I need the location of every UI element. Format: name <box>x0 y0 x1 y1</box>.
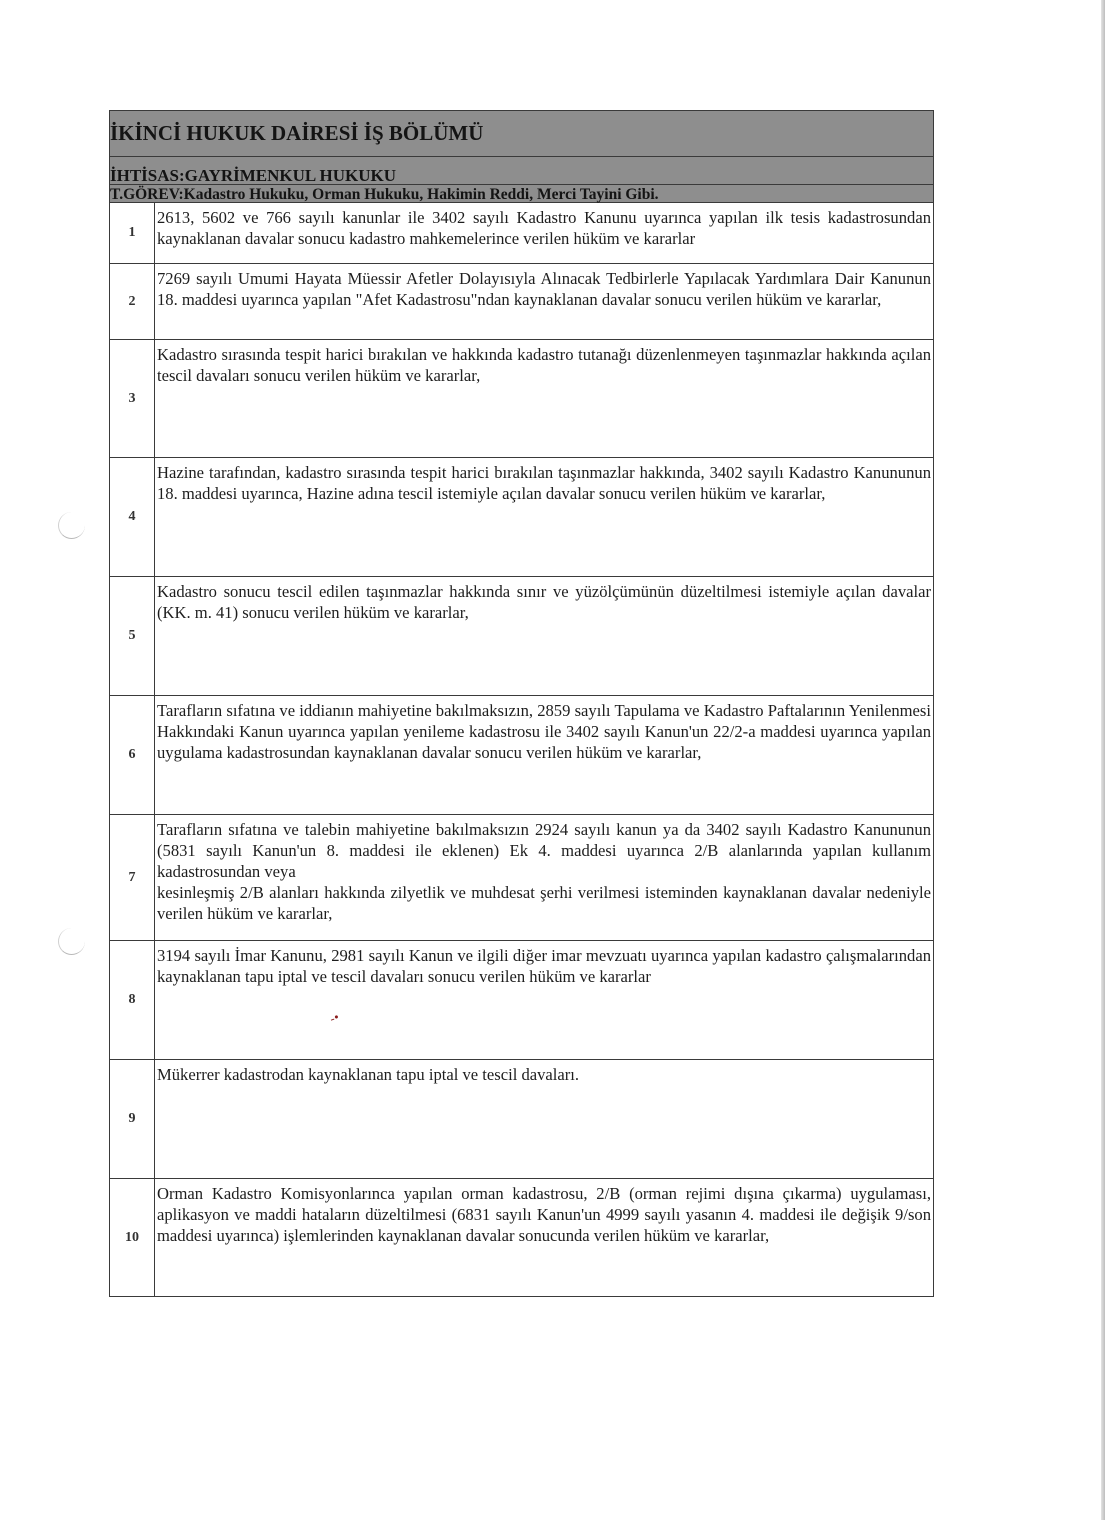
duties-heading: T.GÖREV:Kadastro Hukuku, Orman Hukuku, Hakimin Reddi, Merci Tayini Gibi. <box>110 185 934 203</box>
punch-hole-mark <box>58 928 85 955</box>
table-row <box>110 1179 934 1297</box>
scan-edge-shadow <box>1101 0 1105 1520</box>
row-number: 8 <box>110 941 155 1060</box>
row-number: 3 <box>110 340 155 458</box>
row-text: Kadastro sırasında tespit harici bırakılan ve hakkında kadastro tutanağı düzenlenmeyen taşınmazlar hakkında açılan tescil davaları sonucu verilen hüküm ve kararlar, <box>155 340 934 458</box>
table-row <box>110 696 934 815</box>
row-text: 3194 sayılı İmar Kanunu, 2981 sayılı Kanun ve ilgili diğer imar mevzuatı uyarınca yapılan kadastro çalışmalarından kaynaklanan tapu iptal ve tescil davaları sonucu verilen hüküm ve kararlar <box>155 941 934 1060</box>
row-text: Mükerrer kadastrodan kaynaklanan tapu iptal ve tescil davaları. <box>155 1060 934 1179</box>
row-number: 10 <box>110 1179 155 1297</box>
table-row <box>110 264 934 340</box>
duty-table <box>109 110 934 1297</box>
row-number: 7 <box>110 815 155 941</box>
row-number: 4 <box>110 458 155 577</box>
row-text: 7269 sayılı Umumi Hayata Müessir Afetler Dolayısıyla Alınacak Tedbirlerle Yapılacak Yardımlara Dair Kanunun 18. maddesi uyarınca yapılan "Afet Kadastrosu"ndan kaynaklanan davalar sonucu verilen hüküm ve kararlar, <box>155 264 934 340</box>
table-row <box>110 203 934 264</box>
specialty-heading: İHTİSAS:GAYRİMENKUL HUKUKU <box>110 157 934 185</box>
punch-hole-mark <box>58 512 85 539</box>
table-row <box>110 577 934 696</box>
row-number: 5 <box>110 577 155 696</box>
table-row <box>110 340 934 458</box>
row-text: Tarafların sıfatına ve iddianın mahiyetine bakılmaksızın, 2859 sayılı Tapulama ve Kadastro Paftalarının Yenilenmesi Hakkındaki Kanun uyarınca yapılan yenileme kadastrosu ile 3402 sayılı Kanun'un 22/2-a maddesi uyarınca yapılan uygulama kadastrosundan kaynaklanan davalar sonucu verilen hüküm ve kararlar, <box>155 696 934 815</box>
ink-mark: -• <box>327 1008 342 1027</box>
table-row <box>110 1060 934 1179</box>
row-text <box>155 815 934 941</box>
row-text-part: Tarafların sıfatına ve talebin mahiyetine bakılmaksızın 2924 sayılı kanun ya da 3402 sayılı Kadastro Kanununun (5831 sayılı Kanun'un 8. maddesi ile eklenen) Ek 4. maddesi uyarınca 2/B alanlarında yapılan kullanım kadastrosundan veya <box>157 820 931 881</box>
table-row <box>110 941 934 1060</box>
row-number: 9 <box>110 1060 155 1179</box>
table-row <box>110 815 934 941</box>
row-text-part: kesinleşmiş 2/B alanları hakkında zilyetlik ve muhdesat şerhi verilmesi isteminden kaynaklanan davalar nedeniyle verilen hüküm ve kararlar, <box>157 883 931 923</box>
row-text: Hazine tarafından, kadastro sırasında tespit harici bırakılan taşınmazlar hakkında, 3402 sayılı Kadastro Kanununun 18. maddesi uyarınca, Hazine adına tescil istemiyle açılan davalar sonucu verilen hüküm ve kararlar, <box>155 458 934 577</box>
row-number: 6 <box>110 696 155 815</box>
row-number: 1 <box>110 203 155 264</box>
page-title: İKİNCİ HUKUK DAİRESİ İŞ BÖLÜMÜ <box>110 111 934 157</box>
row-text: 2613, 5602 ve 766 sayılı kanunlar ile 3402 sayılı Kadastro Kanunu uyarınca yapılan ilk tesis kadastrosundan kaynaklanan davalar sonucu kadastro mahkemelerince verilen hüküm ve kararlar <box>155 203 934 264</box>
row-text: Kadastro sonucu tescil edilen taşınmazlar hakkında sınır ve yüzölçümünün düzeltilmesi istemiyle açılan davalar (KK. m. 41) sonucu verilen hüküm ve kararlar, <box>155 577 934 696</box>
row-text: Orman Kadastro Komisyonlarınca yapılan orman kadastrosu, 2/B (orman rejimi dışına çıkarma) uygulaması, aplikasyon ve maddi hataların düzeltilmesi (6831 sayılı Kanun'un 4999 sayılı yasanın 4. maddesi ile değişik 9/son maddesi uyarınca) işlemlerinden kaynaklanan davalar sonucunda verilen hüküm ve kararlar, <box>155 1179 934 1297</box>
table-row <box>110 458 934 577</box>
row-number: 2 <box>110 264 155 340</box>
